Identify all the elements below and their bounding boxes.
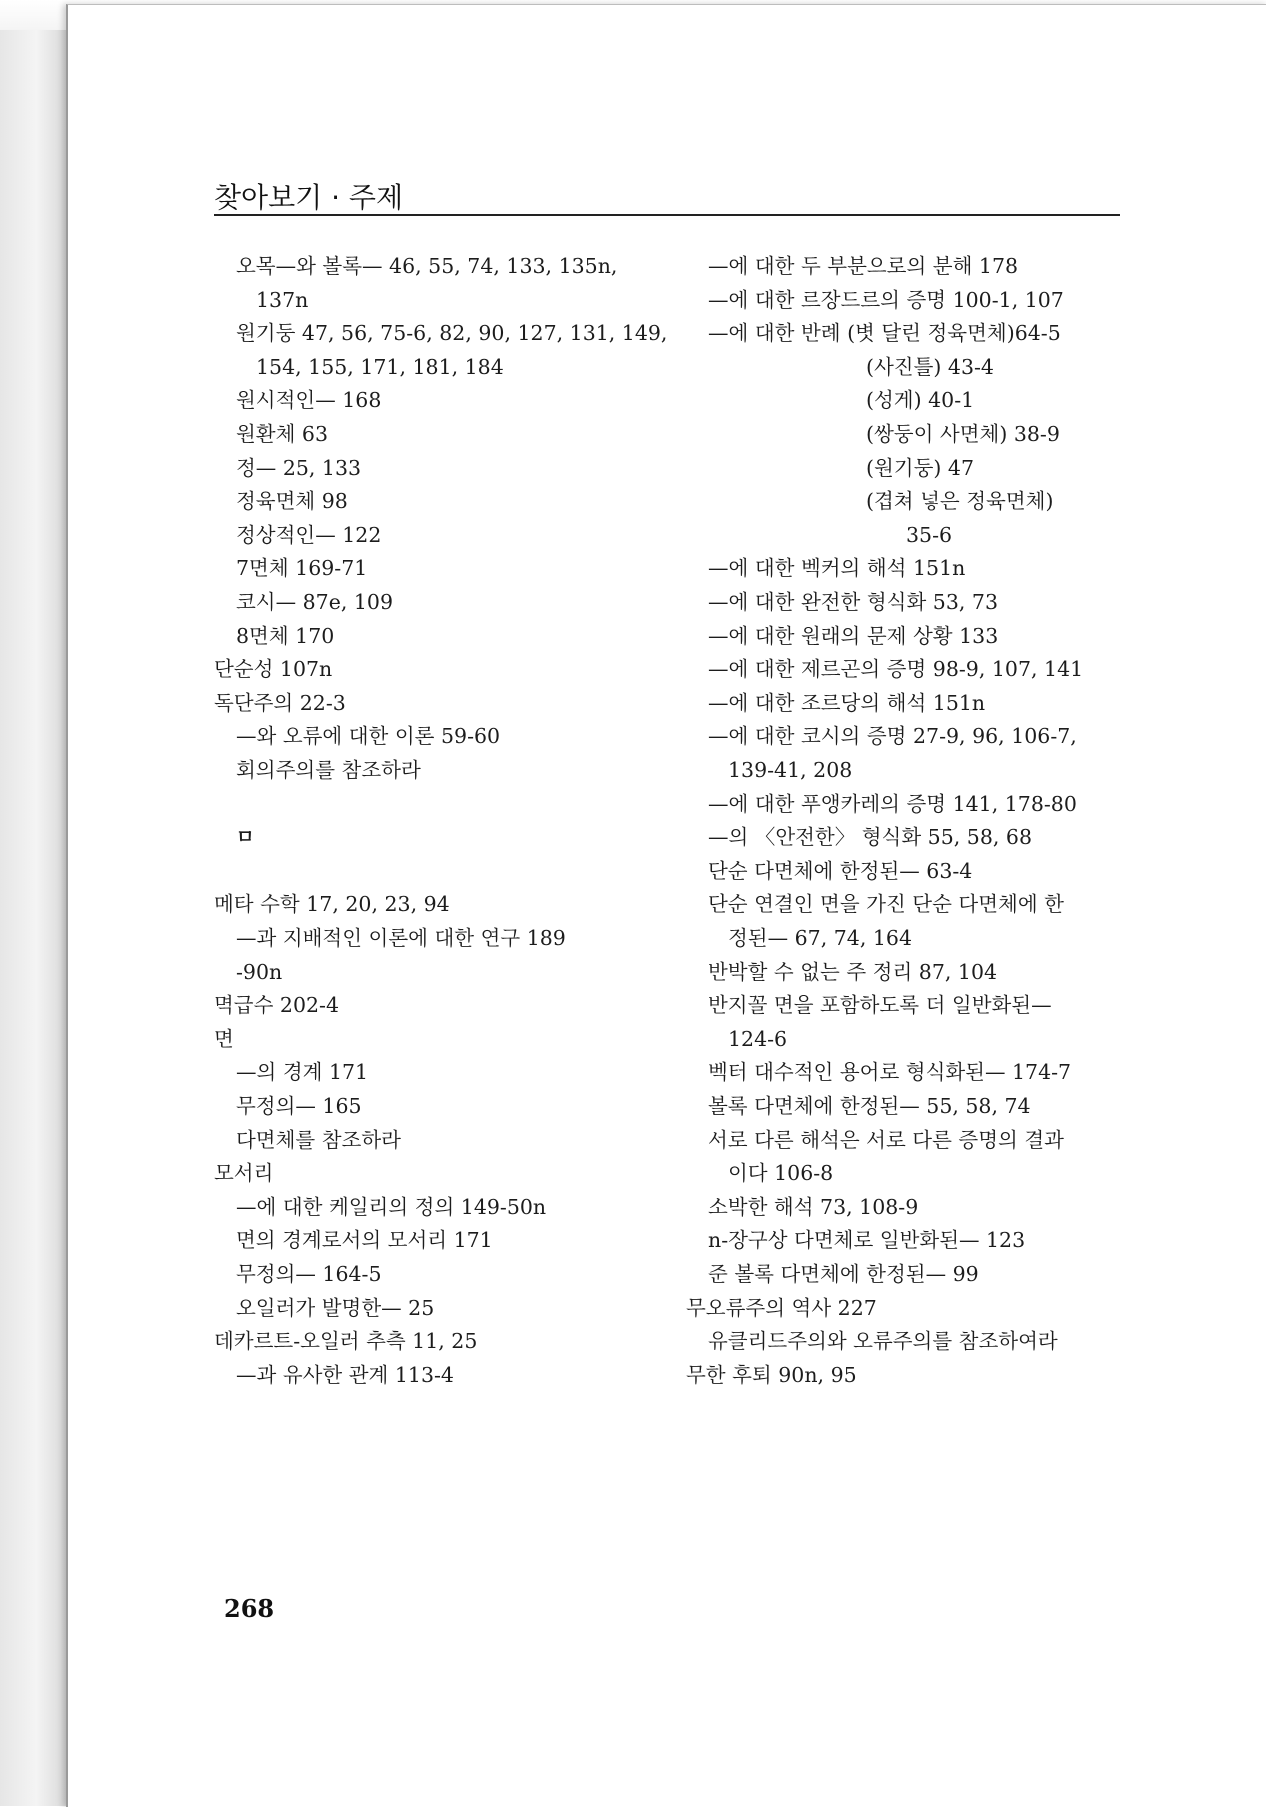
index-entry: 7면체 169-71	[236, 556, 368, 581]
index-entry: 멱급수 202-4	[214, 993, 340, 1018]
index-entry: 독단주의 22-3	[214, 690, 346, 715]
index-entry: 데카르트-오일러 추측 11, 25	[214, 1329, 478, 1354]
index-entry: —에 대한 푸앵카레의 증명 141, 178-80	[708, 791, 1077, 816]
section-letter: ㅁ	[236, 826, 255, 849]
index-entry: —에 대한 반례 (볏 달린 정육면체)64-5	[708, 321, 1061, 346]
index-entry: 무오류주의 역사 227	[686, 1295, 877, 1320]
index-entry: 반박할 수 없는 주 정리 87, 104	[708, 959, 998, 984]
index-entry: 소박한 해석 73, 108-9	[708, 1194, 919, 1219]
index-entry: 35-6	[906, 522, 953, 547]
index-entry: 139-41, 208	[728, 758, 853, 782]
index-entry: (사진틀) 43-4	[866, 354, 994, 379]
index-entry: 정— 25, 133	[236, 455, 362, 480]
index-entry: 오일러가 발명한— 25	[236, 1295, 435, 1320]
index-entry: —에 대한 제르곤의 증명 98-9, 107, 141	[708, 657, 1084, 682]
index-entry: —에 대한 코시의 증명 27-9, 96, 106-7,	[708, 724, 1077, 749]
index-entry: 모서리	[214, 1161, 274, 1186]
index-entry: (쌍둥이 사면체) 38-9	[866, 422, 1060, 446]
index-entry: 오목—와 볼록— 46, 55, 74, 133, 135n,	[236, 254, 618, 278]
index-entry: —과 지배적인 이론에 대한 연구 189	[236, 926, 566, 950]
index-entry: 코시— 87e, 109	[236, 590, 394, 614]
index-entry: 단순 연결인 면을 가진 단순 다면체에 한	[708, 892, 1064, 917]
index-entry: 8면체 170	[236, 623, 335, 648]
index-entry: 회의주의를 참조하라	[236, 758, 421, 782]
index-entry: 무한 후퇴 90n, 95	[686, 1362, 857, 1387]
index-entry: —의 〈안전한〉 형식화 55, 58, 68	[708, 825, 1032, 850]
index-entry: 면	[214, 1026, 234, 1051]
index-entry: —와 오류에 대한 이론 59-60	[236, 724, 501, 749]
book-spine	[0, 30, 66, 1806]
index-entry: 다면체를 참조하라	[236, 1127, 401, 1152]
index-entry: 벡터 대수적인 용어로 형식화된— 174-7	[708, 1060, 1072, 1085]
index-entry: 이다 106-8	[728, 1161, 834, 1186]
index-entry: 유클리드주의와 오류주의를 참조하여라	[708, 1329, 1058, 1354]
index-entry: -90n	[236, 959, 283, 984]
index-entry: 반지꼴 면을 포함하도록 더 일반화된—	[708, 993, 1052, 1018]
index-entry: 서로 다른 해석은 서로 다른 증명의 결과	[708, 1127, 1064, 1152]
index-entry: 154, 155, 171, 181, 184	[256, 354, 504, 379]
index-entry: 면의 경계로서의 모서리 171	[236, 1228, 493, 1253]
index-entry: 단순 다면체에 한정된— 63-4	[708, 858, 973, 883]
index-entry: (원기둥) 47	[866, 455, 975, 480]
index-entry: —의 경계 171	[236, 1060, 369, 1085]
page-number: 268	[224, 1594, 275, 1623]
index-entry: 정된— 67, 74, 164	[728, 926, 912, 950]
index-entry: (겹쳐 넣은 정육면체)	[866, 489, 1054, 514]
index-entry: 124-6	[728, 1026, 788, 1051]
index-entry: 정상적인— 122	[236, 522, 382, 547]
index-entry: 정육면체 98	[236, 489, 348, 514]
index-entry: 단순성 107n	[214, 657, 333, 682]
index-entry: —에 대한 원래의 문제 상황 133	[708, 623, 999, 648]
index-entry: —에 대한 조르당의 해석 151n	[708, 690, 986, 715]
index-entry: 원기둥 47, 56, 75-6, 82, 90, 127, 131, 149,	[236, 321, 668, 346]
index-entry: 무정의— 164-5	[236, 1262, 382, 1286]
index-entry: n-장구상 다면체로 일반화된— 123	[708, 1228, 1026, 1253]
index-entry: 준 볼록 다면체에 한정된— 99	[708, 1262, 979, 1286]
index-entry: 원환체 63	[236, 422, 329, 446]
index-entry: —에 대한 완전한 형식화 53, 73	[708, 590, 998, 614]
index-entry: 137n	[256, 287, 309, 312]
index-entry: 메타 수학 17, 20, 23, 94	[214, 892, 450, 917]
index-entry: —에 대한 벡커의 해석 151n	[708, 556, 966, 581]
index-entry: 무정의— 165	[236, 1094, 362, 1118]
index-entry: (성게) 40-1	[866, 388, 975, 413]
page-header	[214, 176, 1120, 216]
index-entry: —과 유사한 관계 113-4	[236, 1362, 454, 1387]
index-entry: —에 대한 르장드르의 증명 100-1, 107	[708, 287, 1064, 312]
page-title: 찾아보기 · 주제	[214, 181, 403, 214]
index-entry: —에 대한 두 부분으로의 분해 178	[708, 254, 1019, 278]
index-entry: —에 대한 케일리의 정의 149-50n	[236, 1194, 547, 1219]
index-entry: 볼록 다면체에 한정된— 55, 58, 74	[708, 1094, 1031, 1118]
index-entry: 원시적인— 168	[236, 388, 382, 413]
